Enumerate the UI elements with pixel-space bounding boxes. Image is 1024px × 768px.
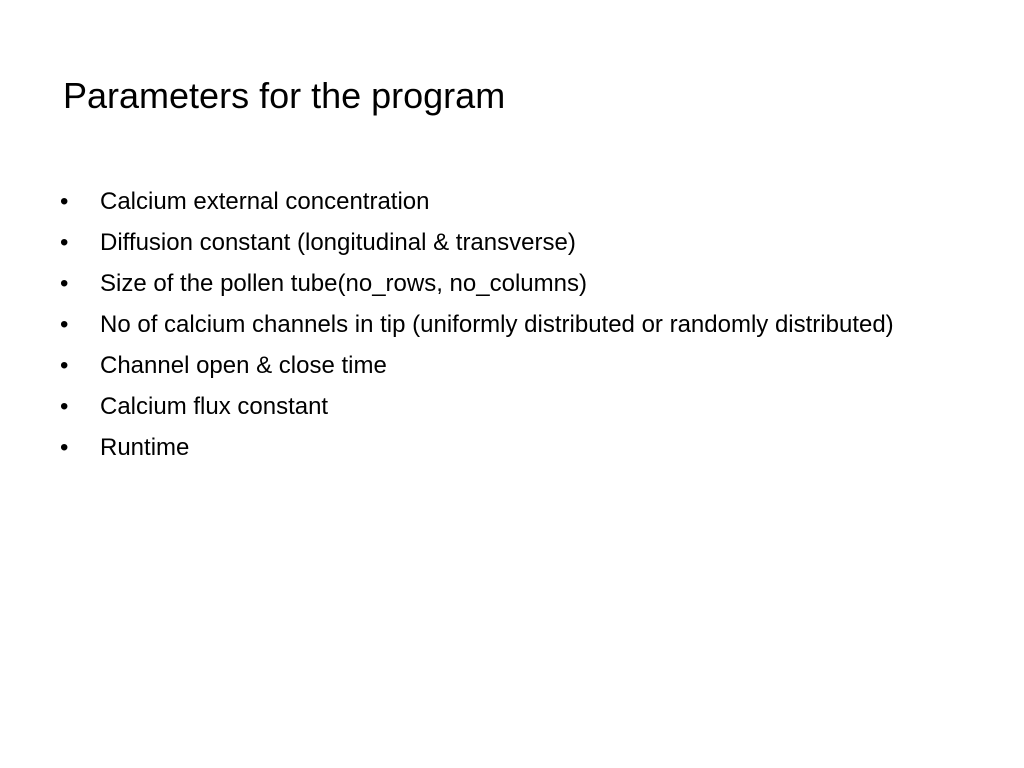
bullet-list: [60, 185, 960, 472]
bullet-marker: •: [60, 393, 69, 420]
bullet-marker: •: [60, 352, 69, 379]
bullet-item: [60, 390, 960, 423]
bullet-text: Diffusion constant (longitudinal & transverse): [100, 229, 576, 256]
bullet-item: [60, 185, 960, 218]
bullet-text: Size of the pollen tube(no_rows, no_columns): [100, 270, 587, 297]
bullet-marker: •: [60, 188, 69, 215]
slide-title: Parameters for the program: [63, 75, 506, 116]
bullet-item: [60, 308, 960, 341]
bullet-text: No of calcium channels in tip (uniformly distributed or randomly distributed): [100, 311, 894, 338]
bullet-marker: •: [60, 434, 69, 461]
bullet-marker: •: [60, 229, 69, 256]
bullet-text: Calcium flux constant: [100, 393, 329, 420]
bullet-item: [60, 349, 960, 382]
bullet-item: [60, 267, 960, 300]
bullet-text: Channel open & close time: [100, 352, 387, 379]
bullet-text: Runtime: [100, 434, 190, 461]
bullet-marker: •: [60, 311, 69, 338]
bullet-marker: •: [60, 270, 69, 297]
bullet-item: [60, 431, 960, 464]
bullet-item: [60, 226, 960, 259]
bullet-text: Calcium external concentration: [100, 188, 430, 215]
